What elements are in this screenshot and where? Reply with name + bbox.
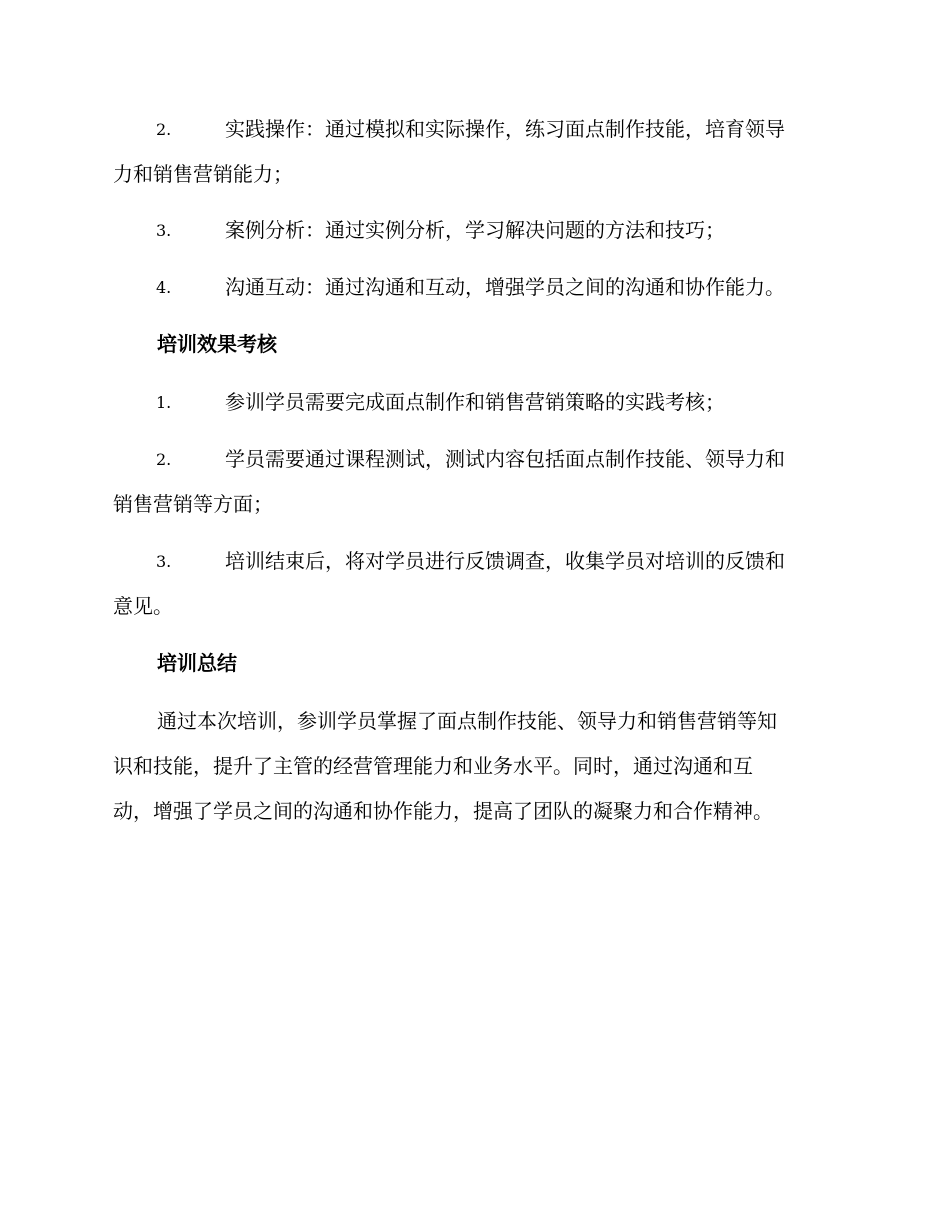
list-item xyxy=(113,208,835,253)
paragraph-line: 通过本次培训，参训学员掌握了面点制作技能、领导力和销售营销等知 xyxy=(157,709,777,733)
paragraph-line: 识和技能，提升了主管的经营管理能力和业务水平。同时，通过沟通和互 xyxy=(113,754,753,778)
list-item-text-continued: 意见。 xyxy=(113,594,173,618)
section-heading-summary: 培训总结 xyxy=(157,651,237,675)
list-item xyxy=(113,539,835,629)
list-item-text: 实践操作：通过模拟和实际操作，练习面点制作技能，培育领导 xyxy=(225,117,785,141)
list-item-text: 培训结束后，将对学员进行反馈调查，收集学员对培训的反馈和 xyxy=(225,549,785,573)
list-number: 1. xyxy=(156,393,172,412)
list-number: 2. xyxy=(156,450,172,469)
list-item-text: 参训学员需要完成面点制作和销售营销策略的实践考核； xyxy=(225,390,725,414)
list-number: 3. xyxy=(156,552,172,571)
list-item-text: 学员需要通过课程测试，测试内容包括面点制作技能、领导力和 xyxy=(225,447,785,471)
list-item xyxy=(113,265,835,310)
section-heading-assessment: 培训效果考核 xyxy=(157,332,277,356)
list-item-text: 案例分析：通过实例分析，学习解决问题的方法和技巧； xyxy=(225,218,725,242)
summary-paragraph xyxy=(113,699,835,834)
list-item xyxy=(113,380,835,425)
list-item xyxy=(113,437,835,527)
list-number: 3. xyxy=(156,221,172,240)
list-item-text-continued: 销售营销等方面； xyxy=(113,492,273,516)
list-item-text: 沟通互动：通过沟通和互动，增强学员之间的沟通和协作能力。 xyxy=(225,275,785,299)
list-number: 4. xyxy=(156,278,172,297)
list-item xyxy=(113,107,835,197)
paragraph-line: 动，增强了学员之间的沟通和协作能力，提高了团队的凝聚力和合作精神。 xyxy=(113,799,773,823)
list-item-text-continued: 力和销售营销能力； xyxy=(113,162,293,186)
list-number: 2. xyxy=(156,120,172,139)
